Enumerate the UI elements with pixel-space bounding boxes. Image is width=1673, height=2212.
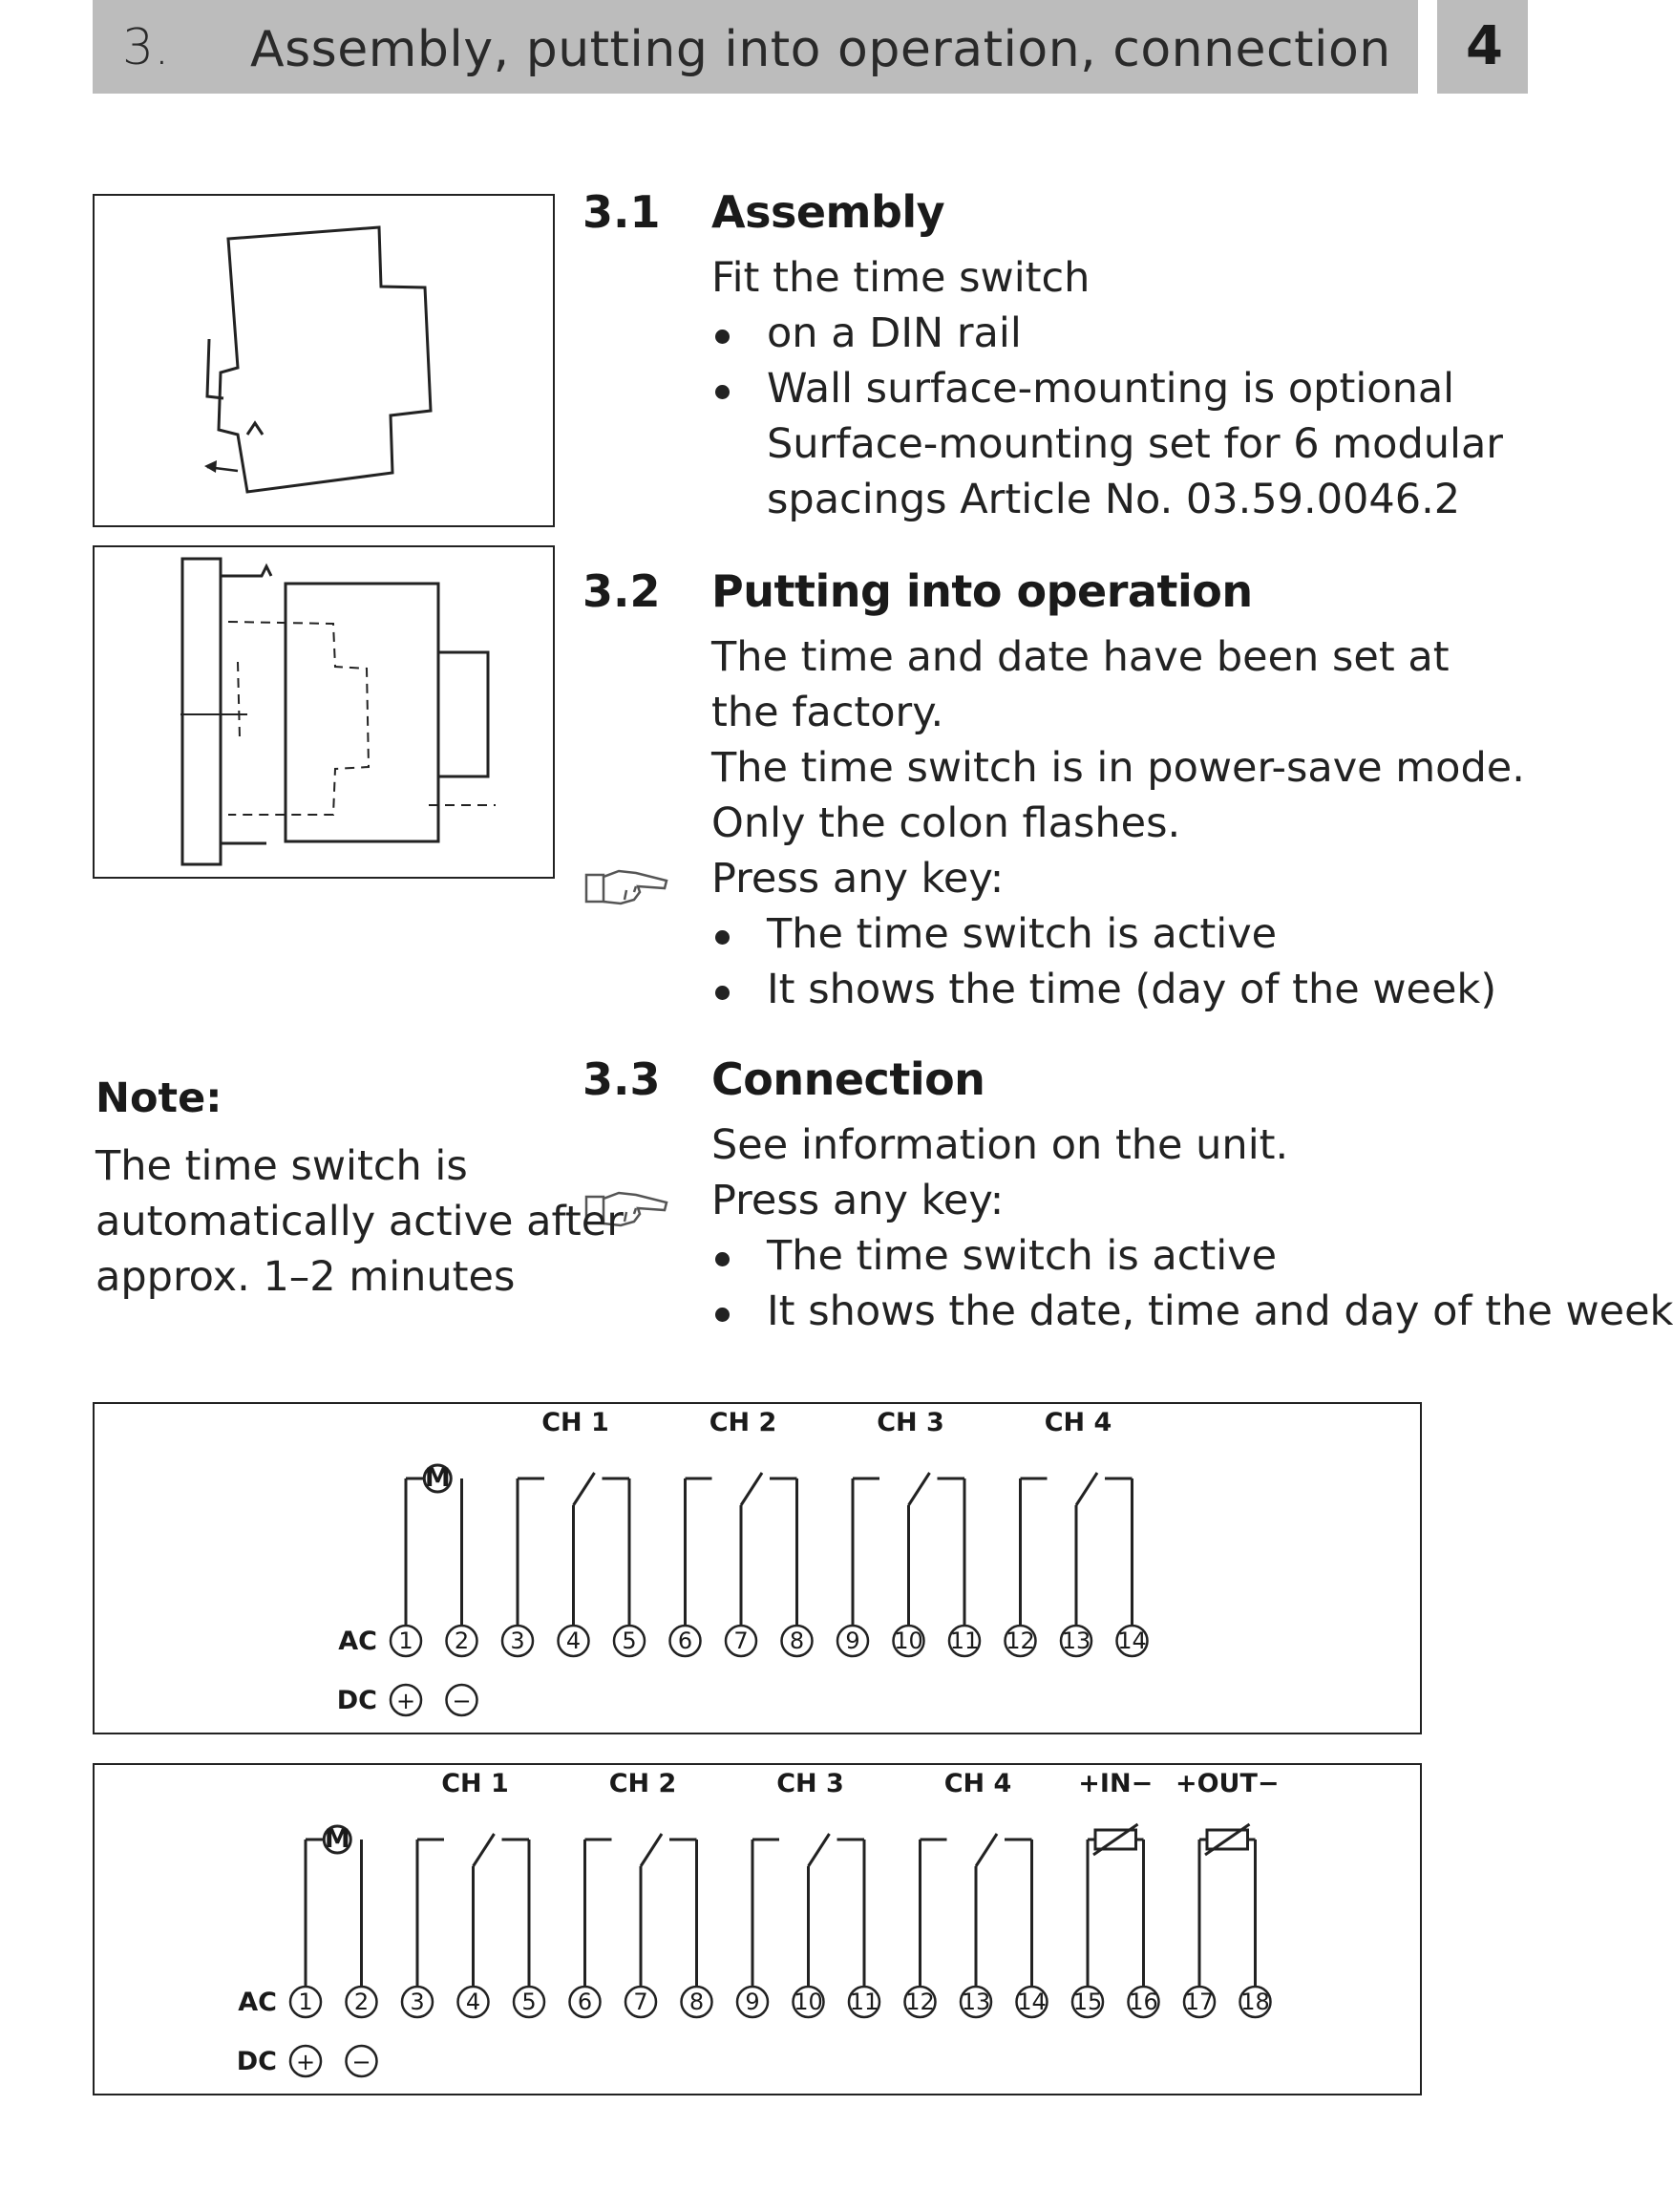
terminal-number: 7 — [633, 1989, 648, 2015]
list-item: It shows the time (day of the week) — [767, 966, 1497, 1013]
article-number-text: spacings Article No. 03.59.0046.2 — [767, 476, 1461, 523]
section-3-3-number: 3.3 — [582, 1053, 661, 1105]
motor-label: M — [324, 1824, 350, 1854]
note-line: automatically active after — [95, 1198, 624, 1245]
terminal-number: 2 — [353, 1989, 370, 2015]
channel-label: CH 3 — [776, 1769, 844, 1798]
section-3-1-intro: Fit the time switch — [711, 254, 1091, 302]
wiring-diagram-4ch — [93, 1402, 1422, 1734]
assembly-figure — [93, 194, 555, 527]
bullet-icon — [715, 986, 730, 1000]
action-instruction: Press any key: — [711, 855, 1005, 903]
terminal-number: 2 — [454, 1627, 470, 1654]
dc-terminal-sign: − — [351, 2049, 371, 2075]
note-title: Note: — [95, 1074, 222, 1122]
channel-label: CH 4 — [943, 1769, 1012, 1798]
note-line: approx. 1–2 minutes — [95, 1253, 516, 1301]
channel-label: CH 2 — [608, 1769, 677, 1798]
channel-label: CH 4 — [1044, 1408, 1112, 1437]
motor-label: M — [424, 1463, 451, 1493]
terminal-number: 13 — [961, 1989, 991, 2015]
terminal-number: 3 — [410, 1989, 425, 2015]
bullet-icon — [715, 385, 730, 399]
terminal-number: 1 — [398, 1627, 413, 1654]
terminal-number: 17 — [1184, 1989, 1215, 2015]
terminal-number: 1 — [298, 1989, 313, 2015]
section-number: 3. — [122, 19, 170, 76]
terminal-number: 14 — [1117, 1627, 1147, 1654]
bullet-icon — [715, 1308, 730, 1322]
relay-contact — [574, 1473, 595, 1505]
terminal-number: 12 — [1006, 1627, 1035, 1654]
pointing-hand-icon — [582, 863, 670, 909]
page-title: Assembly, putting into operation, connection — [250, 21, 1391, 78]
wiring-diagram-4ch-svg — [95, 1404, 1420, 1733]
side-view-figure — [93, 545, 555, 879]
terminal-number: 10 — [794, 1989, 823, 2015]
terminal-number: 5 — [622, 1627, 637, 1654]
list-item: It shows the date, time and day of the week — [767, 1287, 1673, 1335]
bullet-icon — [715, 330, 730, 344]
relay-contact — [741, 1473, 762, 1505]
bullet-icon — [715, 1252, 730, 1266]
paragraph-line: The time and date have been set at — [711, 633, 1450, 681]
section-3-3-title: Connection — [711, 1053, 985, 1105]
relay-contact — [641, 1834, 662, 1866]
dc-terminal-sign: + — [395, 1688, 416, 1714]
action-instruction: Press any key: — [711, 1177, 1005, 1224]
terminal-number: 3 — [510, 1627, 525, 1654]
paragraph-line: See information on the unit. — [711, 1121, 1289, 1169]
paragraph-line: Only the colon flashes. — [711, 799, 1181, 847]
section-3-1-title: Assembly — [711, 186, 945, 238]
terminal-number: 6 — [677, 1627, 693, 1654]
page-number: 4 — [1466, 15, 1503, 77]
list-item-continuation: Surface-mounting set for 6 modular — [767, 420, 1503, 468]
section-3-2-title: Putting into operation — [711, 565, 1253, 617]
terminal-number: 15 — [1072, 1989, 1103, 2015]
io-label: +OUT− — [1175, 1769, 1280, 1798]
terminal-number: 18 — [1240, 1989, 1270, 2015]
terminal-number: 14 — [1017, 1989, 1047, 2015]
relay-contact — [976, 1834, 997, 1866]
terminal-number: 9 — [745, 1989, 760, 2015]
relay-contact — [474, 1834, 495, 1866]
side-view-drawing — [95, 547, 553, 877]
din-rail-outline-drawing — [95, 196, 553, 525]
dc-terminal-sign: + — [295, 2049, 316, 2075]
paragraph-line: the factory. — [711, 689, 944, 736]
wiring-diagram-4ch-io — [93, 1763, 1422, 2095]
terminal-number: 11 — [949, 1627, 980, 1654]
bullet-icon — [715, 930, 730, 945]
terminal-number: 6 — [577, 1989, 593, 2015]
wiring-diagram-4ch-io-svg — [95, 1765, 1420, 2094]
channel-label: CH 3 — [877, 1408, 944, 1437]
list-item: The time switch is active — [767, 910, 1278, 958]
terminal-number: 8 — [688, 1989, 705, 2015]
list-item: The time switch is active — [767, 1232, 1278, 1280]
terminal-number: 4 — [565, 1627, 582, 1654]
terminal-number: 9 — [845, 1627, 860, 1654]
section-3-2-number: 3.2 — [582, 565, 661, 617]
terminal-number: 10 — [894, 1627, 923, 1654]
note-line: The time switch is — [95, 1142, 468, 1190]
io-label: +IN− — [1078, 1769, 1154, 1798]
paragraph-line: The time switch is in power-save mode. — [711, 744, 1525, 792]
relay-contact — [1076, 1473, 1097, 1505]
dc-terminal-sign: − — [452, 1688, 472, 1714]
list-item: on a DIN rail — [767, 309, 1022, 357]
terminal-number: 5 — [521, 1989, 537, 2015]
relay-contact — [909, 1473, 930, 1505]
relay-contact — [809, 1834, 830, 1866]
terminal-number: 8 — [789, 1627, 805, 1654]
list-item: Wall surface-mounting is optional — [767, 365, 1455, 413]
terminal-number: 4 — [465, 1989, 481, 2015]
channel-label: CH 2 — [709, 1408, 777, 1437]
channel-label: CH 1 — [541, 1408, 609, 1437]
channel-label: CH 1 — [441, 1769, 509, 1798]
terminal-number: 7 — [733, 1627, 749, 1654]
terminal-number: 12 — [905, 1989, 935, 2015]
ac-label: AC — [238, 1988, 277, 2017]
section-3-1-number: 3.1 — [582, 186, 661, 238]
terminal-number: 11 — [849, 1989, 879, 2015]
terminal-number: 16 — [1129, 1989, 1158, 2015]
ac-label: AC — [338, 1627, 377, 1656]
terminal-number: 13 — [1061, 1627, 1091, 1654]
dc-label: DC — [236, 2047, 277, 2076]
dc-label: DC — [336, 1686, 377, 1715]
